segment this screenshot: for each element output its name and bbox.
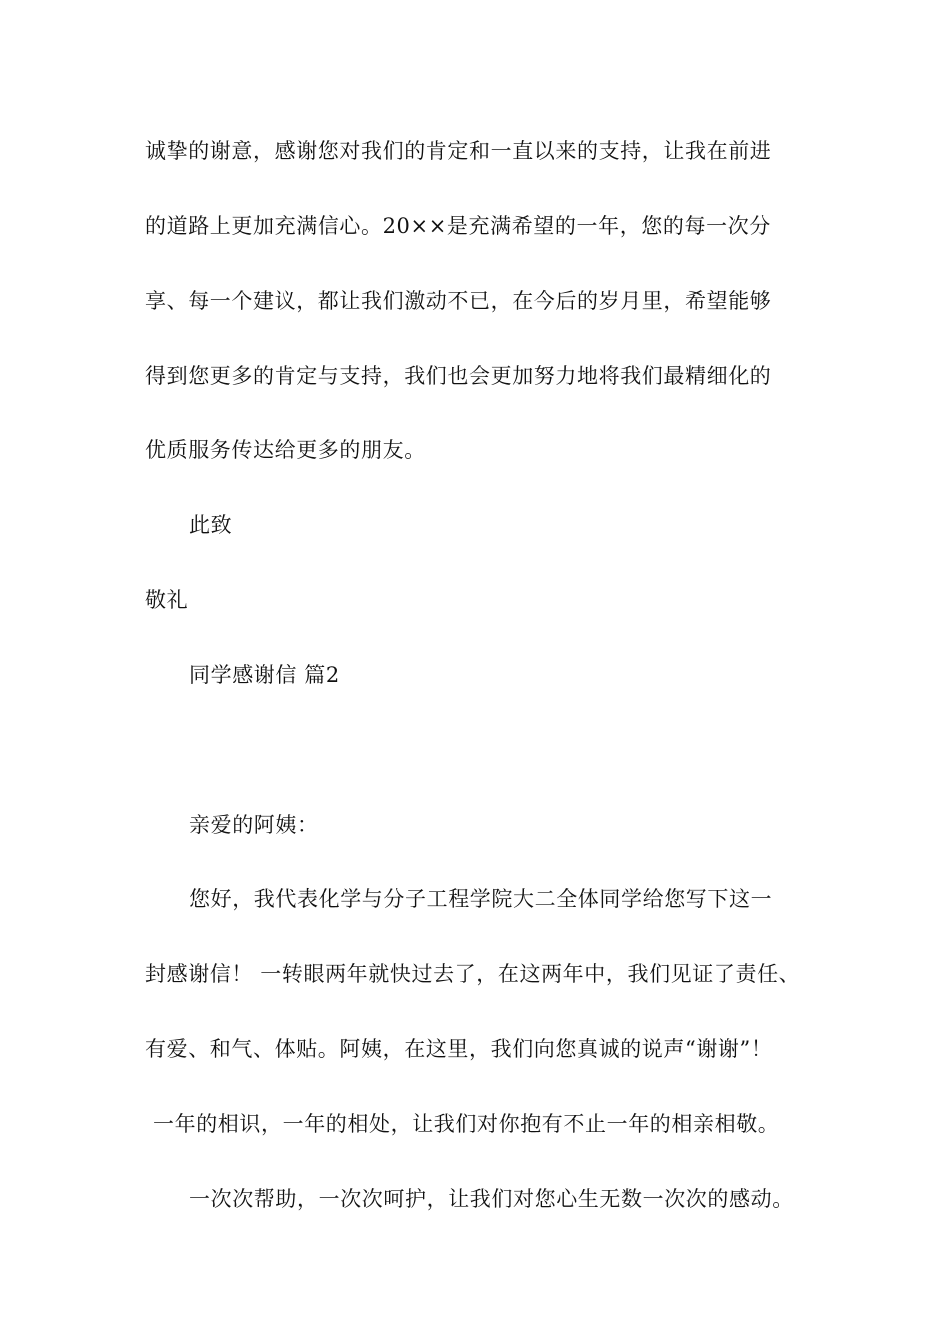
section-title: 同学感谢信 篇2	[189, 663, 340, 687]
paragraph-line: 诚挚的谢意，感谢您对我们的肯定和一直以来的支持，让我在前进	[145, 139, 772, 163]
paragraph-line: 的道路上更加充满信心。20××是充满希望的一年，您的每一次分	[145, 214, 771, 238]
paragraph-line: 一年的相识，一年的相处，让我们对你抱有不止一年的相亲相敬。	[153, 1112, 780, 1136]
paragraph-line: 一次次帮助，一次次呵护，让我们对您心生无数一次次的感动。	[189, 1187, 794, 1211]
paragraph-line: 享、每一个建议，都让我们激动不已，在今后的岁月里，希望能够	[145, 289, 772, 313]
paragraph-line: 得到您更多的肯定与支持，我们也会更加努力地将我们最精细化的	[145, 364, 772, 388]
closing-salutation: 此致	[189, 513, 233, 537]
paragraph-line: 您好，我代表化学与分子工程学院大二全体同学给您写下这一	[189, 887, 773, 911]
paragraph-line: 优质服务传达给更多的朋友。	[145, 438, 426, 462]
paragraph-line: 封感谢信！ 一转眼两年就快过去了，在这两年中，我们见证了责任、	[145, 962, 801, 986]
letter-greeting: 亲爱的阿姨：	[189, 813, 319, 837]
paragraph-line: 有爱、和气、体贴。阿姨，在这里，我们向您真诚的说声“谢谢”！	[145, 1037, 773, 1061]
closing-regards: 敬礼	[145, 588, 189, 612]
